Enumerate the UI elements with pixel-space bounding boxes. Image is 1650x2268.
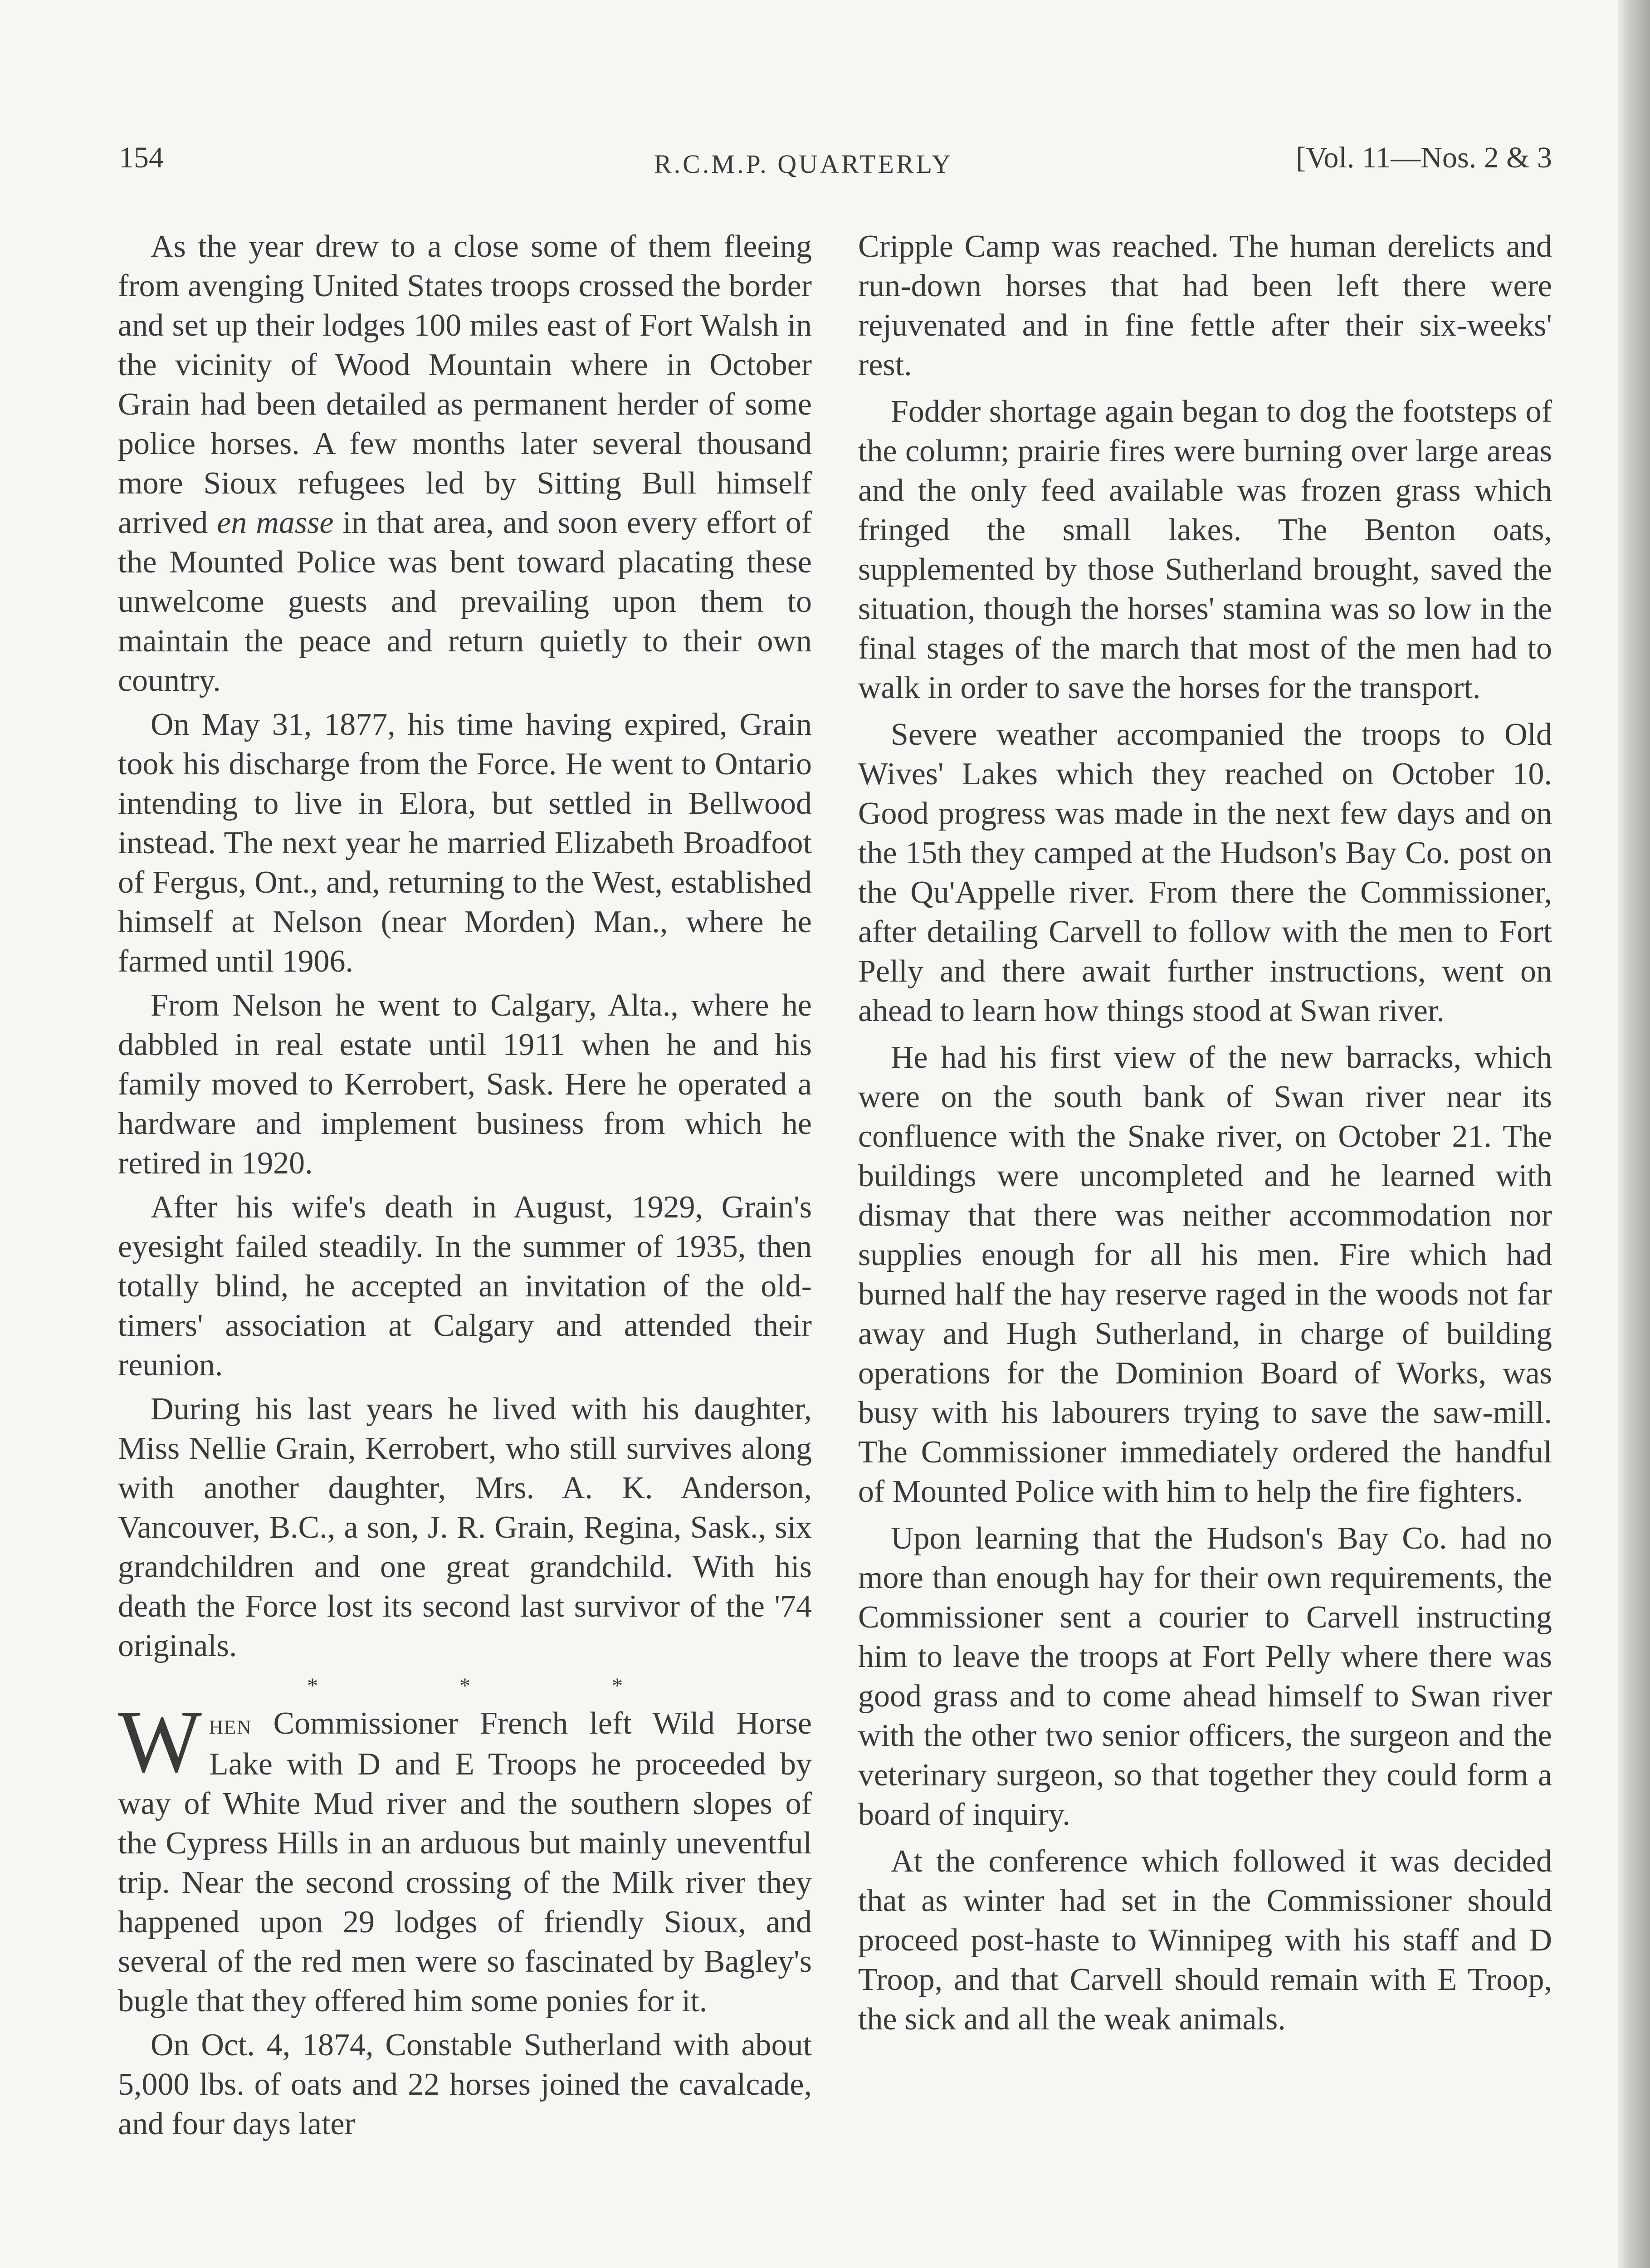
page-number: 154: [119, 141, 164, 174]
paragraph: On May 31, 1877, his time having expired, Grain took his discharge from the Force. He went to Ontario intending to live in Elora, but settled in Bellwood instead. The next year he married Elizabeth Broadfoot of Fergus, Ont., and, returning to the West, established himself at Nelson (near Morden) Man., where he farmed until 1906.: [118, 707, 812, 979]
paragraph: Upon learning that the Hudson's Bay Co. had no more than enough hay for their own requirements, the Commissioner sent a courier to Carvell instructing him to leave the troops at Fort Pelly where there was good grass and to come ahead himself to Swan river with the other two senior officers, the surgeon and the veterinary surgeon, so that together they could form a board of inquiry.: [858, 1521, 1552, 1832]
paragraph: Cripple Camp was reached. The human derelicts and run-down horses that had been left there were rejuvenated and in fine fettle after their six-weeks' rest.: [858, 229, 1552, 382]
paragraph: During his last years he lived with his daughter, Miss Nellie Grain, Kerrobert, who still survives along with another daughter, Mrs. A. K. Anderson, Vancouver, B.C., a son, J. R. Grain, Regina, Sask., six grandchildren and one great grandchild. With his death the Force lost its second last survivor of the '74 originals.: [118, 1392, 812, 1663]
paragraph: Fodder shortage again began to dog the footsteps of the column; prairie fires were burning over large areas and the only feed available was frozen grass which fringed the small lakes. The Benton oats, supplemented by those Sutherland brought, saved the situation, though the horses' stamina was so low in the final stages of the march that most of the men had to walk in order to save the horses for the transport.: [858, 394, 1552, 705]
running-header: [119, 140, 1552, 179]
small-caps-lead: hen: [209, 1709, 252, 1740]
paragraph: As the year drew to a close some of them fleeing from avenging United States troops crossed the border and set up their lodges 100 miles east of Fort Walsh in the vicinity of Wood Mountain where in October Grain had been detailed as permanent herder of some police horses. A few months later several thousand more Sioux refugees led by Sitting Bull himself arrived en masse in that area, and soon every effort of the Mounted Police was bent toward placating these unwelcome guests and prevailing upon them to maintain the peace and return quietly to their own country.: [118, 229, 812, 698]
journal-title: R.C.M.P. QUARTERLY: [654, 149, 953, 179]
paragraph: He had his first view of the new barracks, which were on the south bank of Swan river near its confluence with the Snake river, on October 21. The buildings were uncompleted and he learned with dismay that there was neither accommodation nor supplies enough for all his men. Fire which had burned half the hay reserve raged in the woods not far away and Hugh Sutherland, in charge of building operations for the Dominion Board of Works, was busy with his labourers trying to save the saw-mill. The Commissioner immediately ordered the handful of Mounted Police with him to help the fire fighters.: [858, 1040, 1552, 1509]
paragraph: From Nelson he went to Calgary, Alta., where he dabbled in real estate until 1911 when he and his family moved to Kerrobert, Sask. Here he operated a hardware and implement business from which he retired in 1920.: [118, 988, 812, 1181]
volume-info: [Vol. 11—Nos. 2 & 3: [1296, 141, 1552, 174]
page-edge-shadow: [1618, 0, 1650, 2268]
drop-cap: W: [118, 1692, 202, 1791]
paragraph: On Oct. 4, 1874, Constable Sutherland with about 5,000 lbs. of oats and 22 horses joined the cavalcade, and four days later: [118, 2028, 812, 2141]
paragraph: After his wife's death in August, 1929, Grain's eyesight failed steadily. In the summer of 1935, then totally blind, he accepted an invitation of the old-timers' association at Calgary and attended their reunion.: [118, 1190, 812, 1383]
italic-phrase: en masse: [217, 505, 334, 540]
section-separator: * * *: [307, 1674, 691, 1698]
right-column: [858, 227, 1552, 2043]
paragraph-section-start: When Commissioner French left Wild Horse Lake with D and E Troops he proceeded by way of White Mud river and the southern slopes of the Cypress Hills in an arduous but mainly uneventful trip. Near the second crossing of the Milk river they happened upon 29 lodges of friendly Sioux, and several of the red men were so fascinated by Bagley's bugle that they offered him some ponies for it.: [118, 1692, 812, 2019]
paragraph: At the conference which followed it was decided that as winter had set in the Commissioner should proceed post-haste to Winnipeg with his staff and D Troop, and that Carvell should remain with E Troop, the sick and all the weak animals.: [858, 1844, 1552, 2037]
paragraph: Severe weather accompanied the troops to Old Wives' Lakes which they reached on October 10. Good progress was made in the next few days and on the 15th they camped at the Hudson's Bay Co. post on the Qu'Appelle river. From there the Commissioner, after detailing Carvell to follow with the men to Fort Pelly and there await further instructions, went on ahead to learn how things stood at Swan river.: [858, 717, 1552, 1028]
left-column: [118, 227, 812, 2148]
